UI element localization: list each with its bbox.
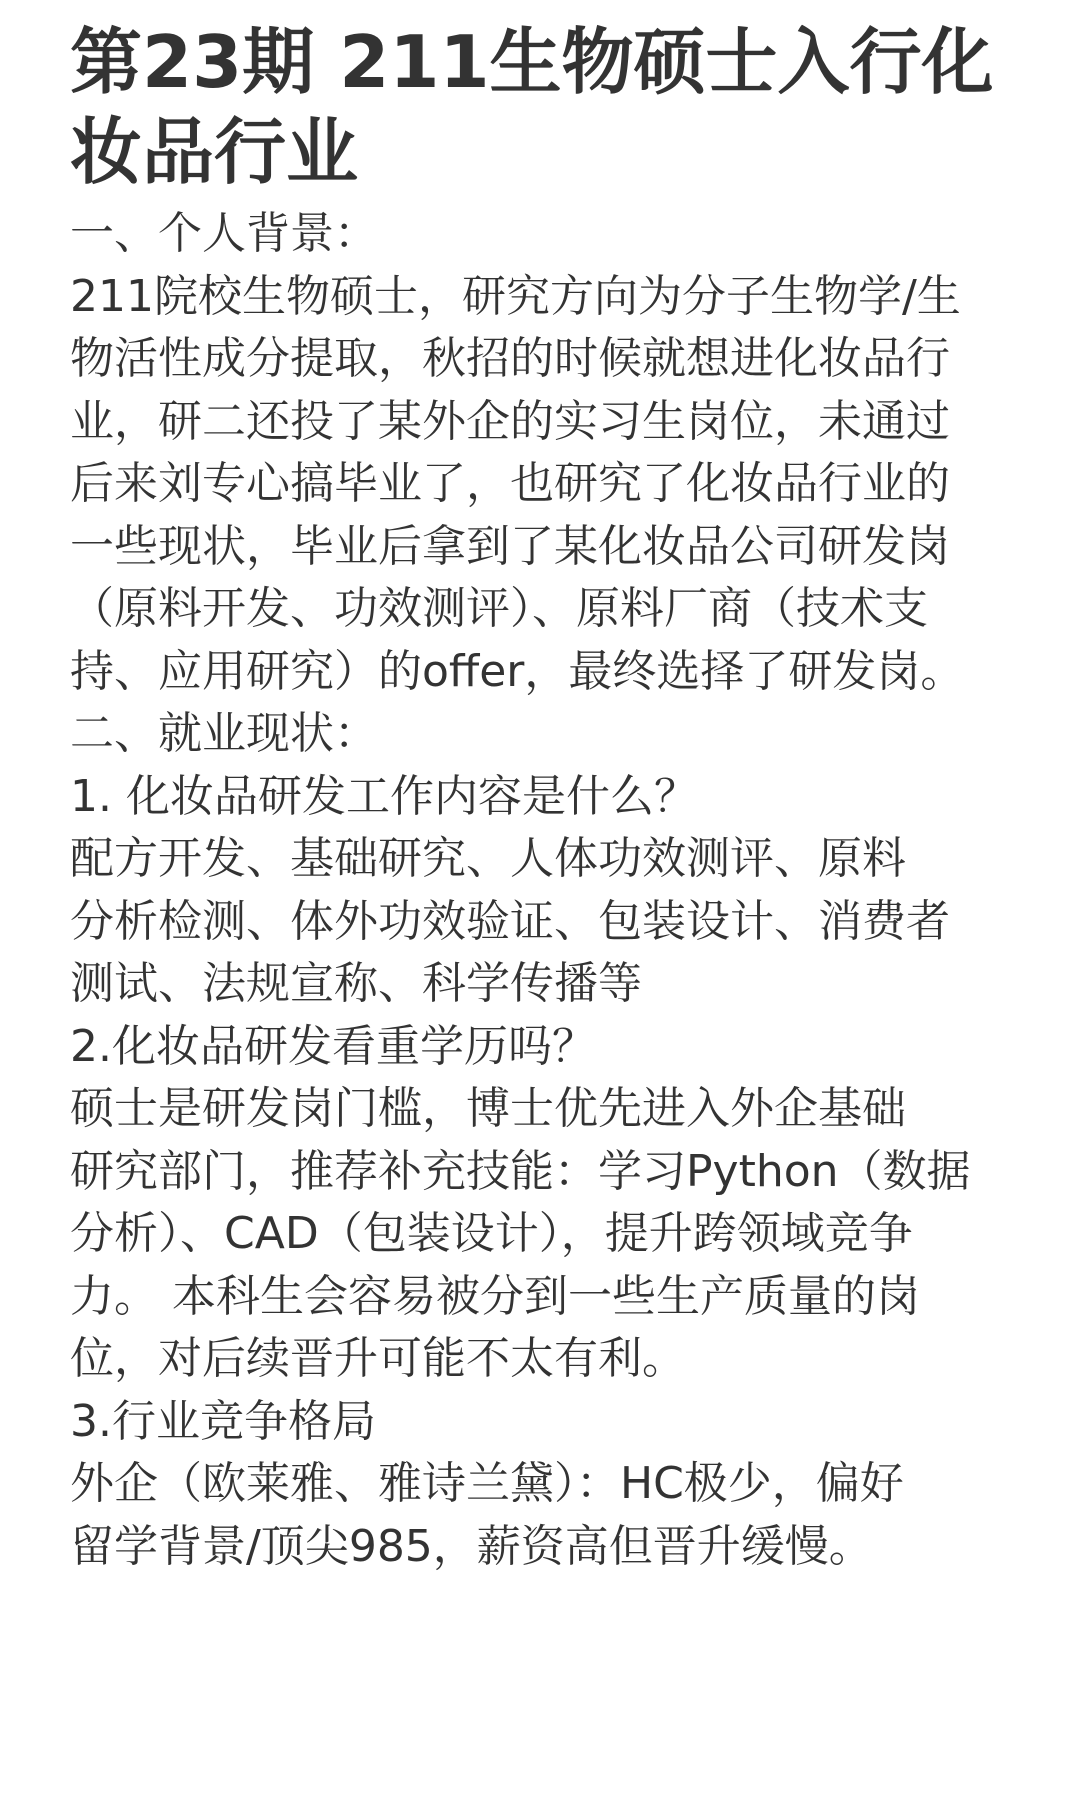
paragraph-line: 后来刘专心搞毕业了，也研究了化妆品行业的 (70, 458, 950, 509)
paragraph-line: 研究部门，推荐补充技能：学习Python（数据 (70, 1146, 971, 1197)
paragraph-line: 物活性成分提取，秋招的时候就想进化妆品行 (70, 333, 950, 384)
question-heading-1: 1. 化妆品研发工作内容是什么？ (70, 771, 698, 822)
article-title-line-1: 第23期 211生物硕士入行化 (70, 20, 994, 104)
paragraph-line: 硕士是研发岗门槛，博士优先进入外企基础 (70, 1083, 906, 1134)
paragraph-line: 分析检测、体外功效验证、包装设计、消费者 (70, 896, 950, 947)
paragraph-line: 配方开发、基础研究、人体功效测评、原料 (70, 833, 906, 884)
article-title-line-2: 妆品行业 (70, 110, 359, 194)
question-heading-2: 2.化妆品研发看重学历吗？ (70, 1021, 596, 1072)
section-heading-personal-background: 一、个人背景： (70, 208, 378, 259)
paragraph-line: 211院校生物硕士，研究方向为分子生物学/生 (70, 271, 961, 322)
question-heading-3: 3.行业竞争格局 (70, 1396, 376, 1447)
paragraph-line: 力。 本科生会容易被分到一些生产质量的岗 (70, 1271, 920, 1322)
paragraph-line: 业，研二还投了某外企的实习生岗位，未通过 (70, 396, 950, 447)
paragraph-line: 留学背景/顶尖985，薪资高但晋升缓慢。 (70, 1521, 873, 1572)
paragraph-line: （原料开发、功效测评）、原料厂商（技术支 (70, 583, 928, 634)
paragraph-line: 一些现状，毕业后拿到了某化妆品公司研发岗 (70, 521, 950, 572)
paragraph-line: 持、应用研究）的offer，最终选择了研发岗。 (70, 646, 965, 697)
paragraph-line: 位，对后续晋升可能不太有利。 (70, 1333, 686, 1384)
paragraph-line: 外企（欧莱雅、雅诗兰黛）：HC极少，偏好 (70, 1458, 904, 1509)
paragraph-line: 测试、法规宣称、科学传播等 (70, 958, 642, 1009)
paragraph-line: 分析）、CAD（包装设计），提升跨领域竞争 (70, 1208, 913, 1259)
section-heading-employment-status: 二、就业现状： (70, 708, 378, 759)
